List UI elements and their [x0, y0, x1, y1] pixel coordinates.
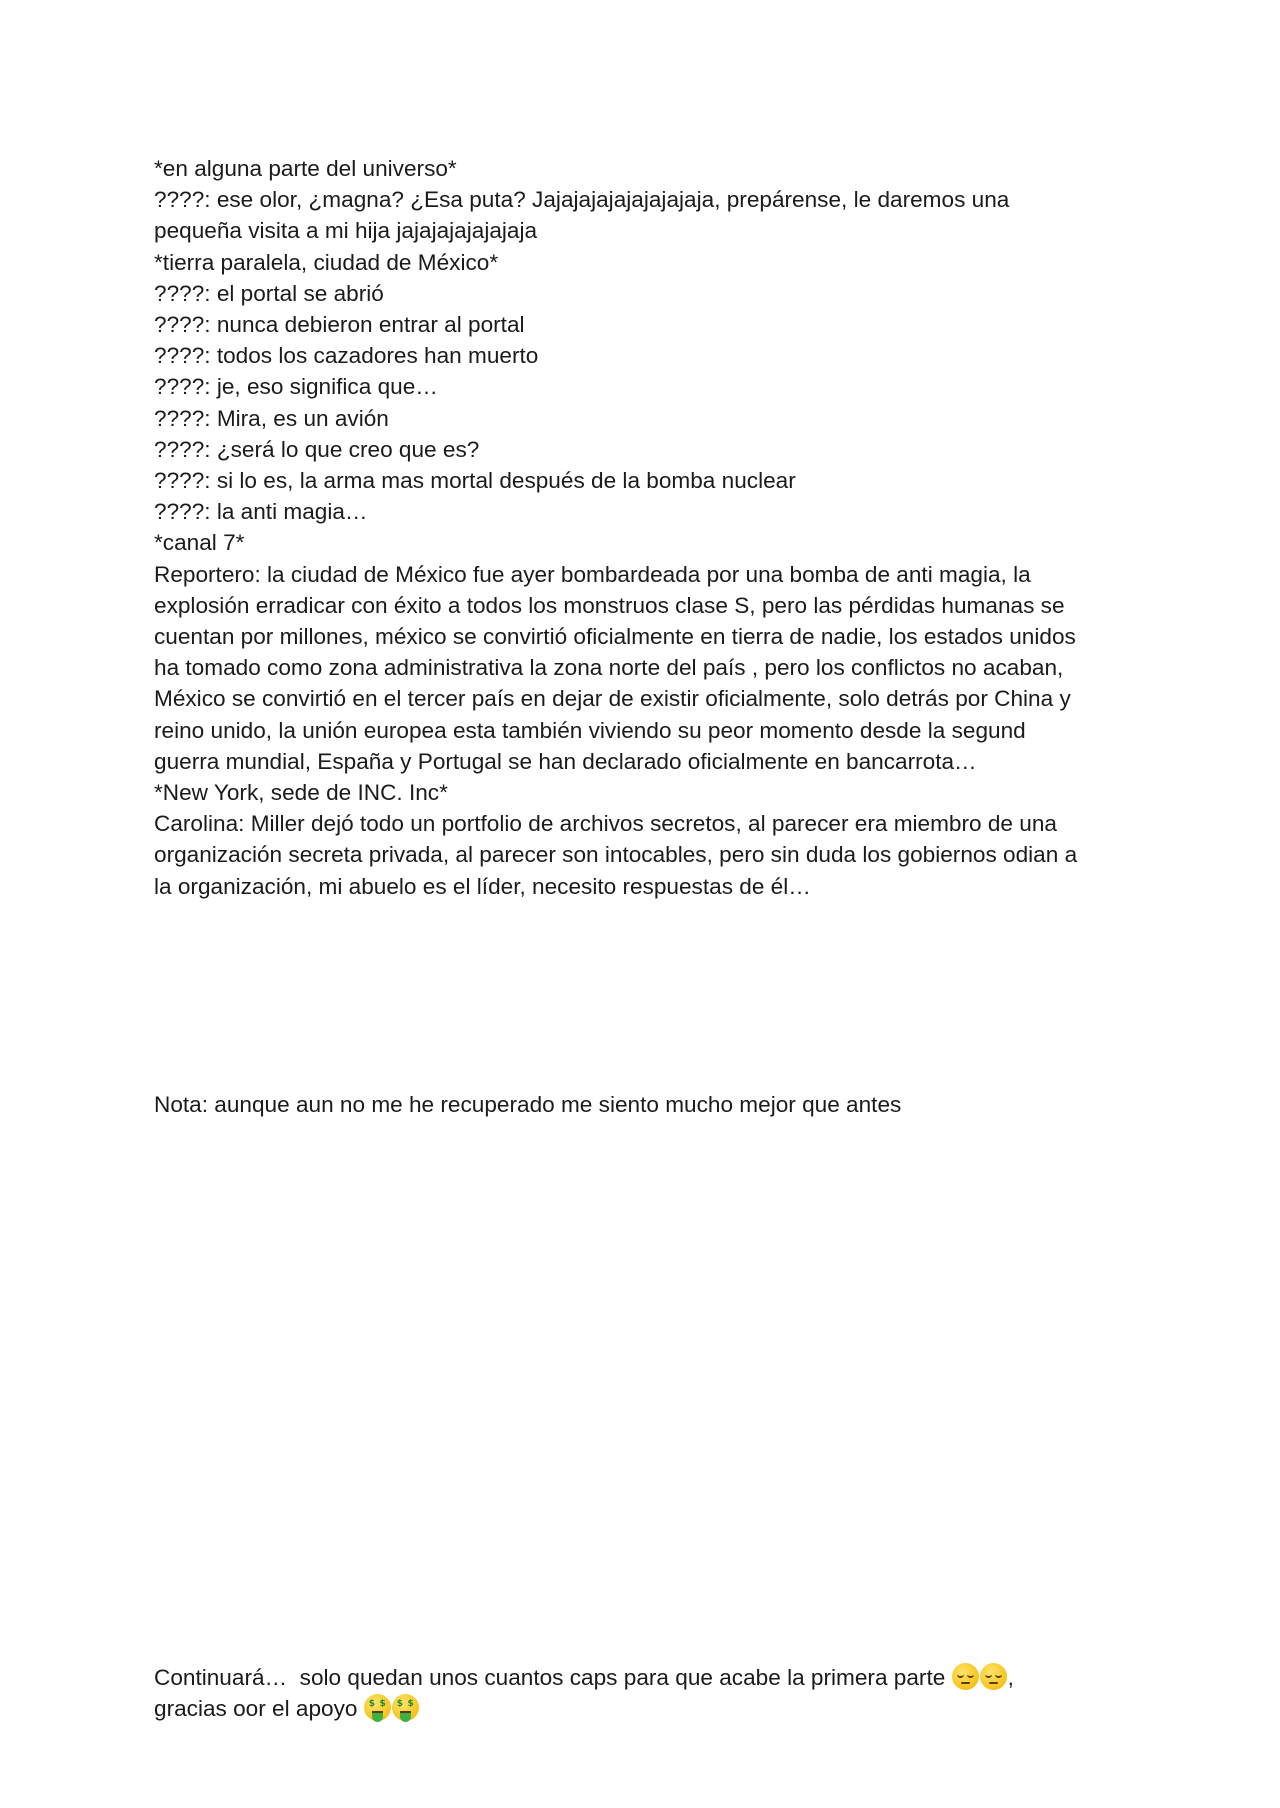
text-line: *canal 7*	[154, 530, 245, 556]
text-line: ????: je, eso significa que…	[154, 374, 438, 400]
closing-line-2	[154, 1693, 1134, 1724]
text-line: pequeña visita a mi hija jajajajajajajaja	[154, 218, 538, 244]
text-line: *New York, sede de INC. Inc*	[154, 780, 448, 806]
pensive-face-icon	[952, 1663, 979, 1690]
note-text: Nota: aunque aun no me he recuperado me siento mucho mejor que antes	[154, 1092, 902, 1117]
text-line: reino unido, la unión europea esta también viviendo su peor momento desde la segund	[154, 717, 1026, 743]
text-line: explosión erradicar con éxito a todos los monstruos clase S, pero las pérdidas humanas se	[154, 592, 1065, 618]
story-text	[154, 153, 1134, 902]
text-line: ha tomado como zona administrativa la zona norte del país , pero los conflictos no acaban,	[154, 655, 1064, 681]
money-mouth-face-icon: $ $	[364, 1694, 391, 1721]
text-line: *en alguna parte del universo*	[154, 156, 457, 181]
pensive-face-icon	[980, 1663, 1007, 1690]
text-line: México se convirtió en el tercer país en dejar de existir oficialmente, solo detrás por China y	[154, 686, 1071, 712]
closing-comma: ,	[1007, 1665, 1014, 1690]
text-line: ????: ¿será lo que creo que es?	[154, 436, 480, 462]
text-line: *tierra paralela, ciudad de México*	[154, 249, 499, 275]
text-line: la organización, mi abuelo es el líder, necesito respuestas de él…	[154, 873, 811, 899]
text-line: guerra mundial, España y Portugal se han declarado oficialmente en bancarrota…	[154, 748, 977, 774]
text-line: ????: el portal se abrió	[154, 280, 384, 306]
text-line: ????: la anti magia…	[154, 499, 368, 525]
text-line: ????: todos los cazadores han muerto	[154, 343, 539, 369]
closing-text-2: gracias oor el apoyo	[154, 1696, 364, 1722]
text-line: organización secreta privada, al parecer son intocables, pero sin duda los gobiernos odian a	[154, 842, 1078, 868]
text-line: Reportero: la ciudad de México fue ayer bombardeada por una bomba de anti magia, la	[154, 561, 1031, 587]
closing-text-1: Continuará… solo quedan unos cuantos caps para que acabe la primera parte	[154, 1665, 952, 1690]
author-note	[154, 1089, 1134, 1120]
text-line: ????: si lo es, la arma mas mortal después de la bomba nuclear	[154, 468, 796, 494]
closing-line-1	[154, 1662, 1134, 1693]
text-line: ????: nunca debieron entrar al portal	[154, 312, 525, 338]
text-line: ????: ese olor, ¿magna? ¿Esa puta? Jajajajajajajajajaja, prepárense, le daremos una	[154, 187, 1010, 213]
text-line: cuentan por millones, méxico se convirtió oficialmente en tierra de nadie, los estados unidos	[154, 624, 1076, 650]
closing-message	[154, 1662, 1134, 1724]
money-mouth-face-icon: $ $	[392, 1694, 419, 1721]
text-line: ????: Mira, es un avión	[154, 405, 389, 431]
text-line: Carolina: Miller dejó todo un portfolio de archivos secretos, al parecer era miembro de una	[154, 811, 1057, 837]
